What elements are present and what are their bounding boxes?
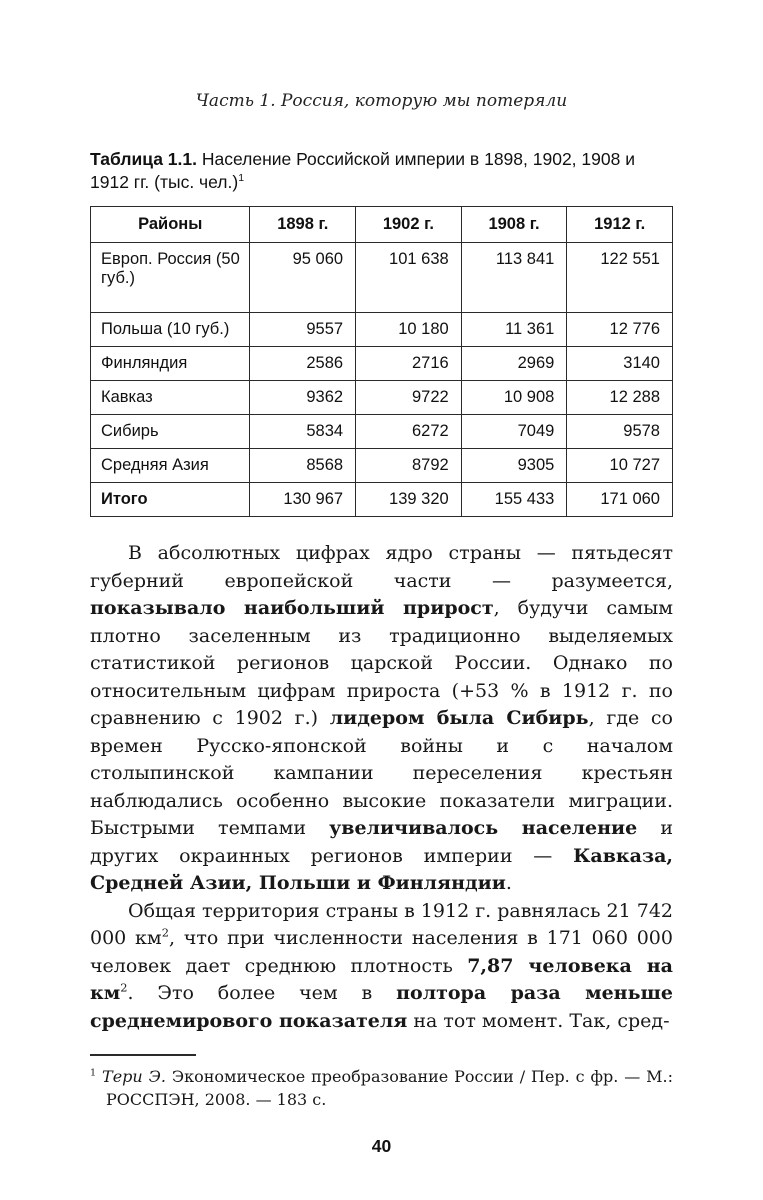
text-run: увеличивалось население	[329, 817, 638, 840]
row-label-cell: Европ. Россия (50 губ.)	[91, 243, 250, 313]
footnote	[90, 1065, 673, 1111]
value-cell: 95 060	[250, 243, 356, 313]
value-cell: 6272	[356, 415, 462, 449]
row-label-cell: Средняя Азия	[91, 449, 250, 483]
value-cell: 8568	[250, 449, 356, 483]
value-cell: 10 908	[461, 381, 567, 415]
table-header-cell: 1908 г.	[461, 207, 567, 243]
table-row	[91, 483, 673, 517]
text-run: и других окраинных регионов империи —	[90, 817, 673, 867]
value-cell: 9305	[461, 449, 567, 483]
row-label-cell: Финляндия	[91, 347, 250, 381]
table-row	[91, 313, 673, 347]
value-cell: 12 776	[567, 313, 673, 347]
row-label-cell: Польша (10 губ.)	[91, 313, 250, 347]
body-paragraph	[90, 540, 673, 898]
value-cell: 9557	[250, 313, 356, 347]
text-run: 7,87 человека на км	[90, 954, 673, 1005]
value-cell: 2716	[356, 347, 462, 381]
row-label-cell: Сибирь	[91, 415, 250, 449]
population-table	[90, 206, 673, 517]
value-cell: 155 433	[461, 483, 567, 517]
value-cell: 12 288	[567, 381, 673, 415]
table-header-row	[91, 207, 673, 243]
table-body	[91, 243, 673, 517]
value-cell: 9578	[567, 415, 673, 449]
text-run: . Это более чем в	[127, 982, 397, 1005]
table-row	[91, 347, 673, 381]
value-cell: 101 638	[356, 243, 462, 313]
value-cell: 122 551	[567, 243, 673, 313]
body-text	[90, 540, 673, 1035]
value-cell: 11 361	[461, 313, 567, 347]
table-row	[91, 243, 673, 313]
value-cell: 9362	[250, 381, 356, 415]
running-head: Часть 1. Россия, которую мы потеряли	[195, 91, 568, 111]
table-row	[91, 415, 673, 449]
text-run: полтора раза меньше среднемирового показателя	[90, 982, 673, 1032]
row-label-cell: Кавказ	[91, 381, 250, 415]
table-header-cell: Районы	[91, 207, 250, 243]
value-cell: 139 320	[356, 483, 462, 517]
value-cell: 2969	[461, 347, 567, 381]
table-header-cell: 1898 г.	[250, 207, 356, 243]
text-run: показывало наибольший прирост	[90, 597, 494, 620]
text-run: В абсолютных цифрах ядро страны — пятьдесят губерний европейской части — разумеется,	[90, 542, 673, 592]
text-run: , где со времен Русско-японской войны и с началом столыпинской кампании переселения крестьян наблюдались особенно высокие показатели миграции. Быстрыми темпами	[90, 707, 673, 840]
value-cell: 5834	[250, 415, 356, 449]
value-cell: 130 967	[250, 483, 356, 517]
text-run: Таблица 1.1.	[90, 148, 197, 169]
text-run: Тери Э.	[102, 1067, 166, 1087]
value-cell: 7049	[461, 415, 567, 449]
value-cell: 8792	[356, 449, 462, 483]
value-cell: 2586	[250, 347, 356, 381]
text-run: 2	[120, 981, 128, 996]
value-cell: 3140	[567, 347, 673, 381]
table-header-cell: 1912 г.	[567, 207, 673, 243]
text-run: , будучи самым плотно заселенным из традиционно выделяемых статистикой регионов царской России. Однако по относительным цифрам прироста (+53 % в 1912 г. по сравнению с 1902 г.)	[90, 597, 673, 730]
value-cell: 10 727	[567, 449, 673, 483]
value-cell: 113 841	[461, 243, 567, 313]
value-cell: 171 060	[567, 483, 673, 517]
text-run: 1	[90, 1068, 97, 1080]
value-cell: 10 180	[356, 313, 462, 347]
text-run: Население Российской империи в 1898, 1902, 1908 и 1912 гг. (тыс. чел.)	[90, 148, 635, 192]
text-run: Кавказа, Средней Азии, Польши и Финляндии	[90, 844, 673, 895]
body-paragraph	[90, 898, 673, 1036]
text-run: .	[505, 872, 512, 895]
value-cell: 9722	[356, 381, 462, 415]
text-run: лидером была Сибирь	[329, 707, 589, 730]
text-run: 2	[161, 926, 169, 941]
page-number: 40	[371, 1136, 392, 1157]
text-run: на тот момент. Так, сред-	[407, 1009, 670, 1032]
text-run: Экономическое преобразование России / Пер. с фр. — М.: РОССПЭН, 2008. — 183 с.	[106, 1067, 673, 1110]
table-row	[91, 381, 673, 415]
text-run: , что при численности населения в 171 060 000 человек дает среднюю плотность	[90, 927, 673, 977]
table-head	[91, 207, 673, 243]
row-label-cell: Итого	[91, 483, 250, 517]
table-caption	[90, 148, 673, 195]
text-run: Общая территория страны в 1912 г. равнялась 21 742 000 км	[90, 899, 673, 950]
table-header-cell: 1902 г.	[356, 207, 462, 243]
table-row	[91, 449, 673, 483]
footnote-divider	[90, 1054, 196, 1056]
text-run: 1	[238, 172, 245, 185]
